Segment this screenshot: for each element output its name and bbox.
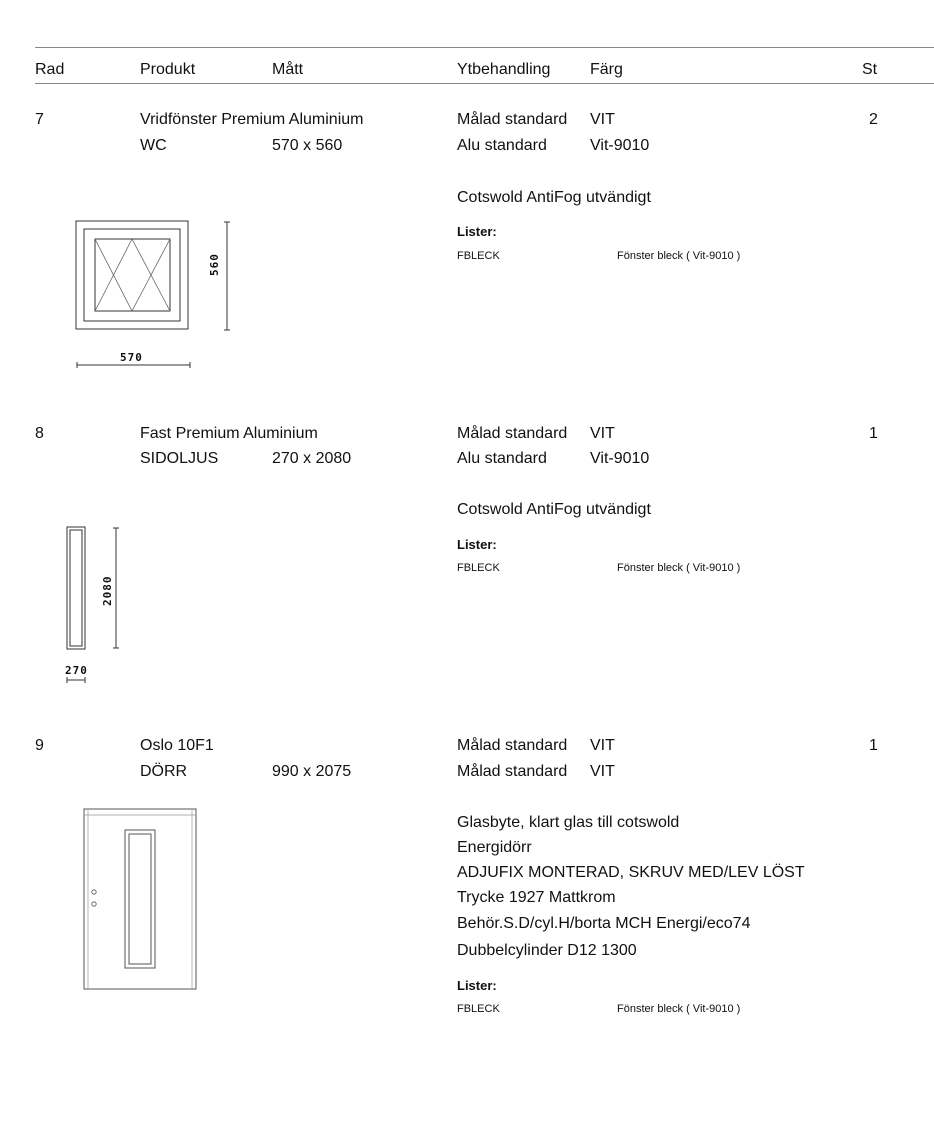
lister-description: Fönster bleck ( Vit-9010 ) [617, 562, 741, 574]
lister-code: FBLECK [457, 562, 500, 574]
lister-description: Fönster bleck ( Vit-9010 ) [617, 1003, 741, 1015]
col-header-ytbehandling: Ytbehandling [457, 61, 551, 78]
product-type: DÖRR [140, 763, 188, 780]
col-header-farg: Färg [590, 61, 623, 78]
quantity: 1 [869, 425, 878, 442]
surface-treatment-1: Målad standard [457, 425, 568, 442]
product-name: Vridfönster Premium Aluminium [140, 111, 364, 128]
row-number: 9 [35, 737, 44, 754]
note-line: Trycke 1927 Mattkrom [457, 889, 616, 906]
window-drawing-wc [70, 215, 250, 375]
note-line: Cotswold AntiFog utvändigt [457, 501, 651, 518]
note-line: Behör.S.D/cyl.H/borta MCH Energi/eco74 [457, 915, 751, 932]
header-bottom-rule [35, 83, 934, 84]
lister-description: Fönster bleck ( Vit-9010 ) [617, 250, 741, 262]
dimension-width-label: 570 [120, 351, 143, 364]
surface-treatment-2: Alu standard [457, 137, 547, 154]
dimension-width-label: 270 [65, 664, 88, 677]
color-2: VIT [590, 763, 615, 780]
col-header-rad: Rad [35, 61, 65, 78]
lister-code: FBLECK [457, 1003, 500, 1015]
product-name: Fast Premium Aluminium [140, 425, 318, 442]
product-type: WC [140, 137, 167, 154]
color-2: Vit-9010 [590, 450, 650, 467]
quantity: 2 [869, 111, 878, 128]
product-dimensions: 570 x 560 [272, 137, 343, 154]
color-2: Vit-9010 [590, 137, 650, 154]
lister-label: Lister: [457, 978, 497, 993]
surface-treatment-2: Målad standard [457, 763, 568, 780]
note-line: Cotswold AntiFog utvändigt [457, 189, 651, 206]
row-number: 7 [35, 111, 44, 128]
col-header-matt: Mått [272, 61, 304, 78]
quantity: 1 [869, 737, 878, 754]
lister-label: Lister: [457, 224, 497, 239]
product-name: Oslo 10F1 [140, 737, 214, 754]
dimension-height-label: 560 [208, 253, 221, 276]
product-type: SIDOLJUS [140, 450, 219, 467]
surface-treatment-2: Alu standard [457, 450, 547, 467]
note-line: Energidörr [457, 839, 532, 856]
note-line: ADJUFIX MONTERAD, SKRUV MED/LEV LÖST [457, 864, 805, 881]
color-1: VIT [590, 425, 615, 442]
note-line: Dubbelcylinder D12 1300 [457, 942, 637, 959]
row-number: 8 [35, 425, 44, 442]
color-1: VIT [590, 737, 615, 754]
dimension-height-label: 2080 [101, 575, 114, 606]
door-drawing-oslo [80, 805, 210, 995]
product-dimensions: 270 x 2080 [272, 450, 352, 467]
color-1: VIT [590, 111, 615, 128]
product-dimensions: 990 x 2075 [272, 763, 352, 780]
note-line: Glasbyte, klart glas till cotswold [457, 814, 680, 831]
lister-label: Lister: [457, 537, 497, 552]
surface-treatment-1: Målad standard [457, 737, 568, 754]
surface-treatment-1: Målad standard [457, 111, 568, 128]
header-top-rule [35, 47, 934, 48]
lister-code: FBLECK [457, 250, 500, 262]
col-header-produkt: Produkt [140, 61, 196, 78]
col-header-st: St [862, 61, 878, 78]
